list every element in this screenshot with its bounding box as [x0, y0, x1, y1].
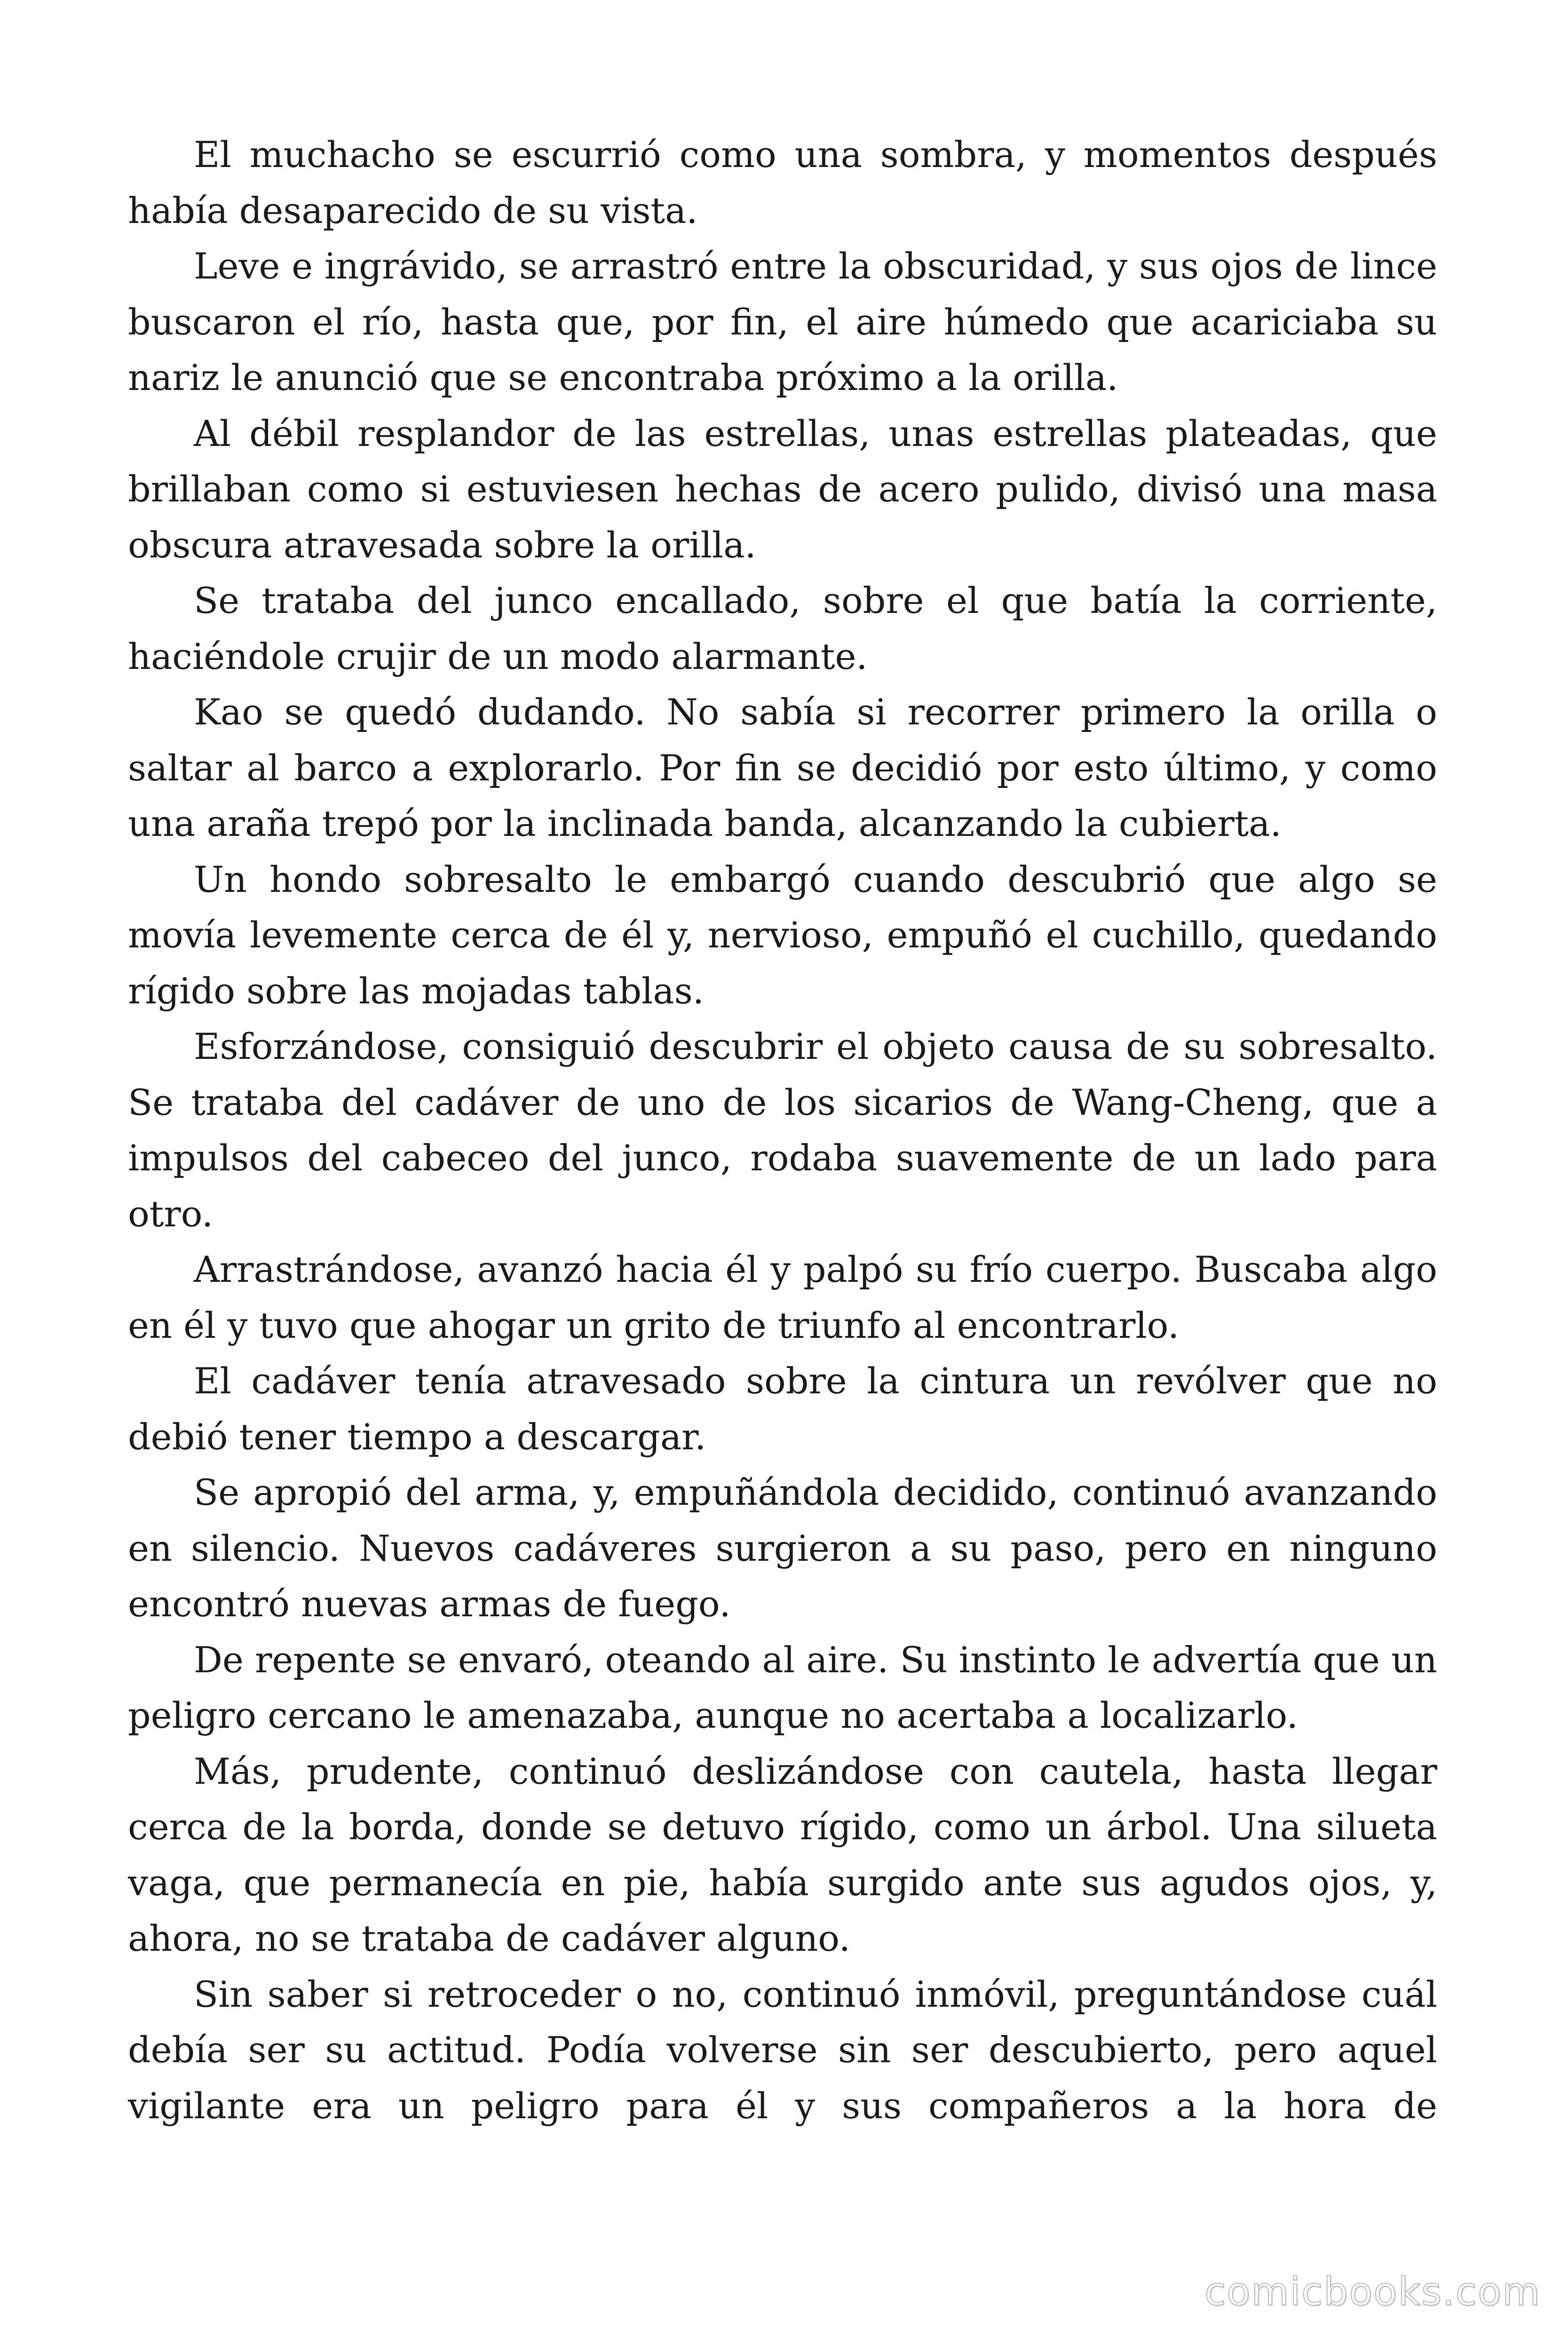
body-text — [128, 127, 1437, 2134]
paragraph-11: De repente se envaró, oteando al aire. Su instinto le advertía que un peligro cercano le amenazaba, aunque no acertaba a localizarlo. — [128, 1638, 1437, 1736]
paragraph-4: Se trataba del junco encallado, sobre el que batía la corriente, haciéndole crujir de un modo alarmante. — [128, 580, 1437, 677]
paragraph-6: Un hondo sobresalto le embargó cuando descubrió que algo se movía levemente cerca de él y, nervioso, empuñó el cuchillo, quedando rígido sobre las mojadas tablas. — [128, 858, 1437, 1012]
paragraph-7: Esforzándose, consiguió descubrir el objeto causa de su sobresalto. Se trataba del cadáver de uno de los sicarios de Wang-Cheng, que a impulsos del cabeceo del junco, rodaba suavemente de un lado para otro. — [128, 1025, 1437, 1235]
paragraph-12: Más, prudente, continuó deslizándose con cautela, hasta llegar cerca de la borda, donde se detuvo rígido, como un árbol. Una silueta vaga, que permanecía en pie, había surgido ante sus agudos ojos, y, ahora, no se trataba de cadáver alguno. — [128, 1750, 1437, 1959]
paragraph-13: Sin saber si retroceder o no, continuó inmóvil, preguntándose cuál debía ser su actitud. Podía volverse sin ser descubierto, pero aquel vigilante era un peligro para él y sus compañeros a la hora de — [128, 1973, 1437, 2127]
paragraph-10: Se apropió del arma, y, empuñándola decidido, continuó avanzando en silencio. Nuevos cadáveres surgieron a su paso, pero en ninguno encontró nuevas armas de fuego. — [128, 1471, 1437, 1625]
watermark: comicbooks.com — [1204, 2270, 1541, 2314]
paragraph-5: Kao se quedó dudando. No sabía si recorrer primero la orilla o saltar al barco a explorarlo. Por fin se decidió por esto último, y como una araña trepó por la inclinada banda, alcanzando la cubierta. — [128, 691, 1437, 844]
paragraph-3: Al débil resplandor de las estrellas, unas estrellas plateadas, que brillaban como si estuviesen hechas de acero pulido, divisó una masa obscura atravesada sobre la orilla. — [128, 412, 1437, 566]
paragraph-1: El muchacho se escurrió como una sombra, y momentos después había desaparecido de su vista. — [128, 134, 1437, 231]
paragraph-2: Leve e ingrávido, se arrastró entre la obscuridad, y sus ojos de lince buscaron el río, hasta que, por fin, el aire húmedo que acariciaba su nariz le anunció que se encontraba próximo a la orilla. — [128, 245, 1437, 398]
paragraph-9: El cadáver tenía atravesado sobre la cintura un revólver que no debió tener tiempo a descargar. — [128, 1360, 1437, 1458]
paragraph-8: Arrastrándose, avanzó hacia él y palpó su frío cuerpo. Buscaba algo en él y tuvo que ahogar un grito de triunfo al encontrarlo. — [128, 1248, 1437, 1346]
